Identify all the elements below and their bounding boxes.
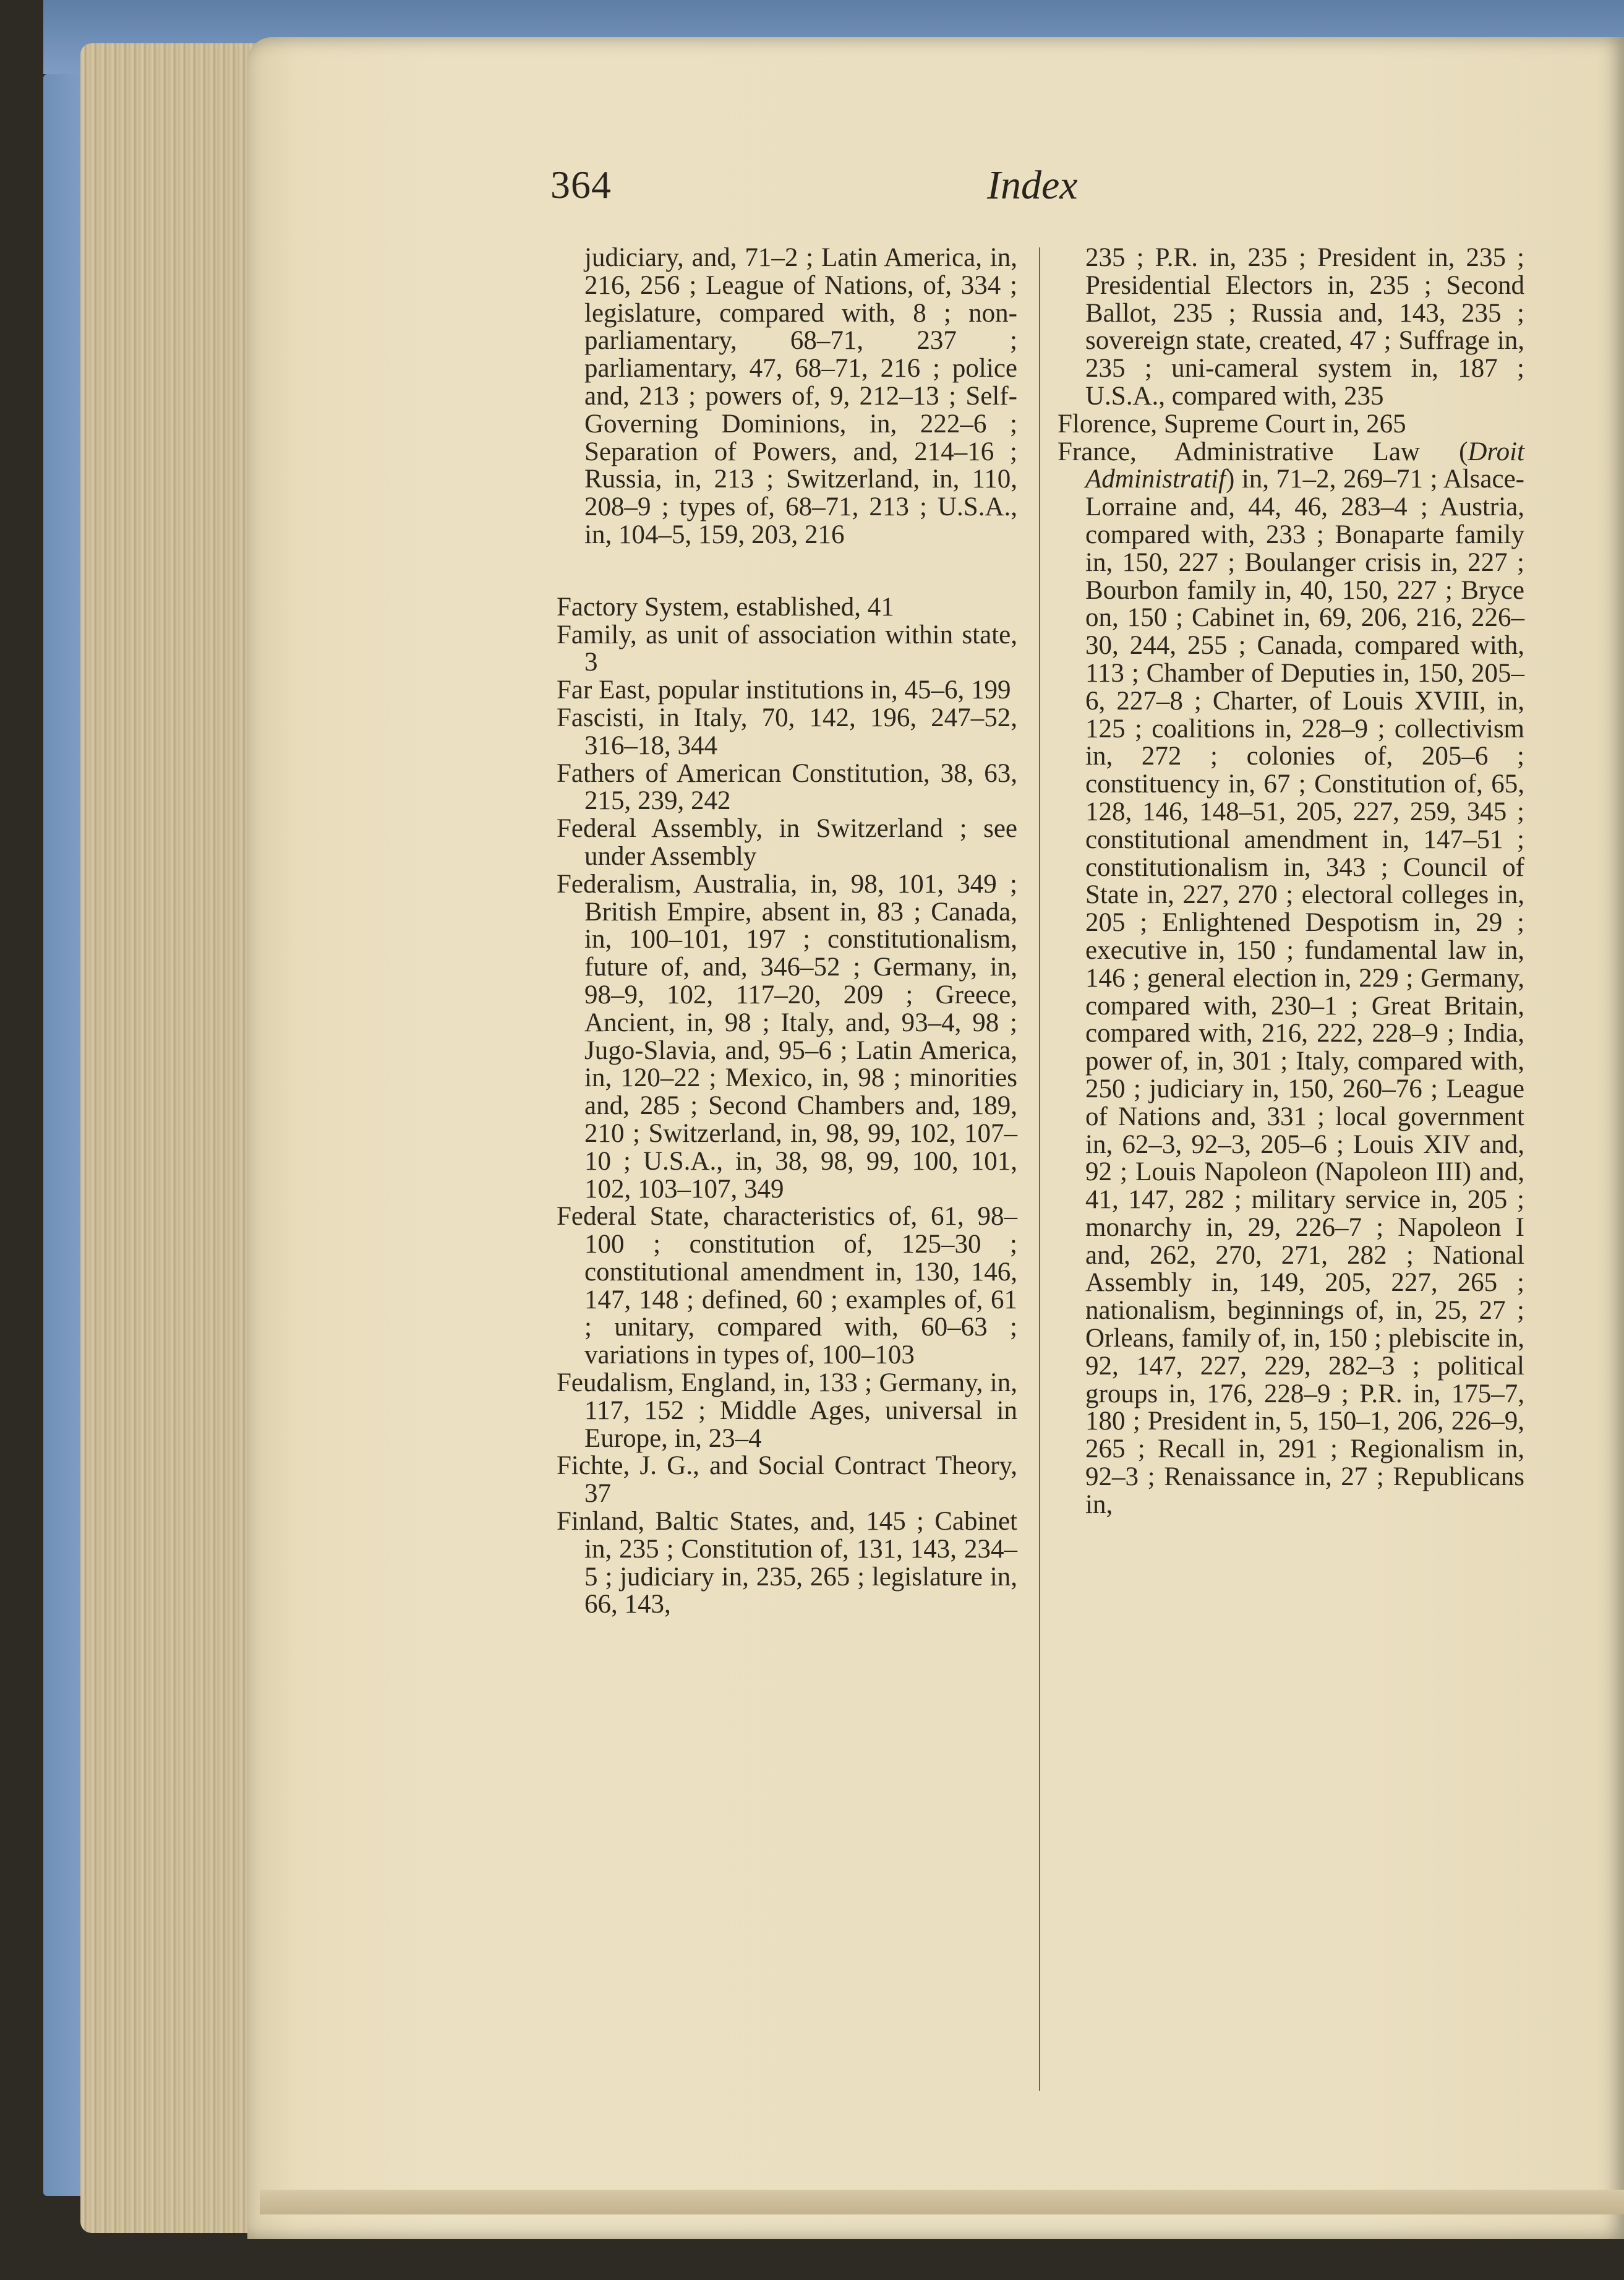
index-entry: Feudalism, England, in, 133 ; Germany, in, 117, 152 ; Middle Ages, universal in Europe, in, 23–4 <box>557 1368 1017 1453</box>
index-entry-france <box>1058 439 1524 1519</box>
index-entry: Federalism, Australia, in, 98, 101, 349 ; British Empire, absent in, 83 ; Canada, in, 100–101, 197 ; constitutionalism, future of, and, 346–52 ; Germany, in, 98–9, 102, 117–20, 209 ; Greece, Ancient, in, 98 ; Italy, and, 93–4, 98 ; Jugo-Slavia, and, 95–6 ; Latin America, in, 120–22 ; Mexico, in, 98 ; minorities and, 285 ; Second Chambers and, 189, 210 ; Switzerland, in, 98, 99, 102, 107–10 ; U.S.A., in, 38, 98, 99, 100, 101, 102, 103–107, 349 <box>557 869 1017 1204</box>
index-entry: Factory System, established, 41 <box>557 592 894 622</box>
page-header <box>550 162 1107 218</box>
france-italic-term: Droit Administratif <box>1085 437 1524 494</box>
index-column-left <box>557 244 1017 1619</box>
letter-gap <box>557 549 1017 594</box>
index-entry: Far East, popular institutions in, 45–6, 199 <box>557 675 1011 705</box>
index-entry: Family, as unit of association within state, 3 <box>557 620 1017 677</box>
index-entry: Federal State, characteristics of, 61, 98–100 ; constitution of, 125–30 ; constitutional amendment in, 130, 146, 147, 148 ; defined, 60 ; examples of, 61 ; unitary, compared with, 60–63 ; variations in types of, 100–103 <box>557 1202 1017 1370</box>
index-column-right <box>1058 244 1524 1519</box>
index-entry: Fichte, J. G., and Social Contract Theory, 37 <box>557 1451 1017 1509</box>
page-bottom-edge <box>260 2190 1624 2214</box>
france-heading: France, Administrative Law ( <box>1058 437 1468 466</box>
index-entry: Fathers of American Constitution, 38, 63, 215, 239, 242 <box>557 758 1017 816</box>
page-number: 364 <box>550 163 612 207</box>
running-title: Index <box>987 163 1078 208</box>
france-body: ) in, 71–2, 269–71 ; Alsace-Lorraine and, 44, 46, 283–4 ; Austria, compared with, 233 ; Bonaparte family in, 150, 227 ; Boulanger crisis in, 227 ; Bourbon family in, 40, 150, 227 ; Bryce on, 150 ; Cabinet in, 69, 206, 216, 226–30, 244, 255 ; Canada, compared with, 113 ; Chamber of Deputies in, 150, 205–6, 227–8 ; Charter, of Louis XVIII, in, 125 ; coalitions in, 228–9 ; collectivism in, 272 ; colonies of, 205–6 ; constituency in, 67 ; Constitution of, 65, 128, 146, 148–51, 205, 227, 259, 345 ; constitutional amendment in, 147–51 ; constitutionalism in, 343 ; Council of State in, 227, 270 ; electoral colleges in, 205 ; Enlightened Despotism in, 29 ; executive in, 150 ; fundamental law in, 146 ; general election in, 229 ; Germany, compared with, 230–1 ; Great Britain, compared with, 216, 222, 228–9 ; India, power of, in, 301 ; Italy, compared with, 250 ; judiciary in, 150, 260–76 ; League of Nations and, 331 ; local government in, 62–3, 92–3, 205–6 ; Louis XIV and, 92 ; Louis Napoleon (Napoleon III) and, 41, 147, 282 ; military service in, 205 ; monarchy in, 29, 226–7 ; Napoleon I and, 262, 270, 271, 282 ; National Assembly in, 149, 205, 227, 265 ; nationalism, beginnings of, in, 25, 27 ; Orleans, family of, in, 150 ; plebiscite in, 92, 147, 227, 229, 282–3 ; political groups in, 176, 228–9 ; P.R. in, 175–7, 180 ; President in, 5, 150–1, 206, 226–9, 265 ; Recall in, 291 ; Regionalism in, 92–3 ; Renaissance in, 27 ; Republicans in, <box>1085 465 1524 1519</box>
index-entry-continuation: 235 ; P.R. in, 235 ; President in, 235 ; Presidential Electors in, 235 ; Second Ballot, 235 ; Russia and, 143, 235 ; sovereign state, created, 47 ; Suffrage in, 235 ; uni-cameral system in, 187 ; U.S.A., compared with, 235 <box>1085 243 1524 411</box>
index-entry: Florence, Supreme Court in, 265 <box>1058 409 1406 439</box>
index-entry: Federal Assembly, in Switzerland ; see under Assembly <box>557 814 1017 871</box>
index-entry-continuation: judiciary, and, 71–2 ; Latin America, in, 216, 256 ; League of Nations, of, 334 ; legislature, compared with, 8 ; non-parliamentary, 68–71, 237 ; parliamentary, 47, 68–71, 216 ; police and, 213 ; powers of, 9, 212–13 ; Self-Governing Dominions, in, 222–6 ; Separation of Powers, and, 214–16 ; Russia, in, 213 ; Switzerland, in, 110, 208–9 ; types of, 68–71, 213 ; U.S.A., in, 104–5, 159, 203, 216 <box>584 243 1017 549</box>
index-entry: Fascisti, in Italy, 70, 142, 196, 247–52, 316–18, 344 <box>557 703 1017 760</box>
column-divider <box>1039 247 1040 2091</box>
index-entry: Finland, Baltic States, and, 145 ; Cabinet in, 235 ; Constitution of, 131, 143, 234–5 ; judiciary in, 235, 265 ; legislature in, 66, 143, <box>557 1507 1017 1619</box>
